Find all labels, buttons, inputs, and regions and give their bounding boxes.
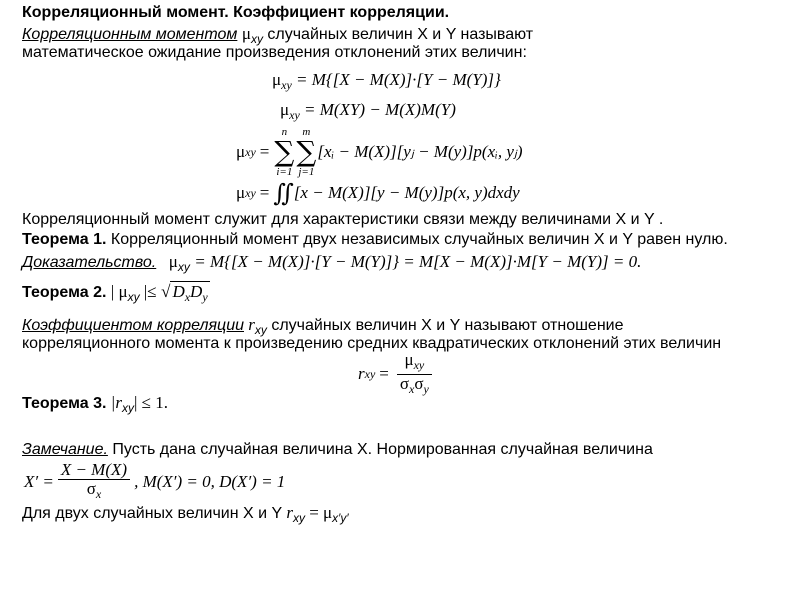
term-correlation-moment: Корреляционным моментом xyxy=(22,26,238,43)
norm-den-sub: x xyxy=(95,487,102,501)
D-y-sub: y xyxy=(202,290,208,304)
formula-moment-continuous xyxy=(236,178,520,208)
theorem-3-open: |r xyxy=(106,393,122,412)
f3-sub: xy xyxy=(245,144,256,159)
remark-text: Пусть дана случайная величина X. Нормированная случайная величина xyxy=(107,441,653,458)
norm-fraction xyxy=(58,461,130,503)
coef-den-sub-x: x xyxy=(409,381,415,396)
last-r-sub: xy xyxy=(292,511,305,525)
definition-correlation-coefficient xyxy=(22,315,624,337)
coef-r: r xyxy=(358,364,365,383)
coef-num-mu: μ xyxy=(404,349,414,369)
remark xyxy=(22,441,653,459)
sum-icon: ∑ xyxy=(274,135,295,168)
last-r: r xyxy=(286,503,293,522)
sum-icon: ∑ xyxy=(296,135,317,168)
r-subscript: xy xyxy=(254,323,267,337)
remark-label: Замечание. xyxy=(22,441,108,458)
last-mu-sub: x′y′ xyxy=(332,511,349,525)
r-symbol: r xyxy=(244,315,255,334)
mu-subscript: xy xyxy=(250,32,263,46)
coef-den-sub-y: y xyxy=(423,381,429,396)
proof-rhs: = M{[X − M(X)]·[Y − M(Y)]} = M[X − M(X)]·M[Y − M(Y)] = 0. xyxy=(194,252,642,271)
norm-rest: , M(X′) = 0, D(X′) = 1 xyxy=(134,472,286,491)
definition-correlation-moment xyxy=(22,24,533,46)
D-y: D xyxy=(190,282,203,301)
formula-moment-discrete xyxy=(236,126,523,178)
sum-j xyxy=(296,126,316,178)
coef-den-sigma-x: σ xyxy=(399,373,410,393)
D-x-sub: x xyxy=(184,290,191,304)
norm-numerator: X − M(X) xyxy=(58,461,130,480)
theorem-2-lhs-sub: xy xyxy=(127,290,140,304)
moment-purpose-text: Корреляционный момент служит для характеристики связи между величинами X и Y . xyxy=(22,211,664,228)
mu-symbol: μ xyxy=(241,24,251,43)
sum-i-upper: n xyxy=(281,126,288,138)
f3-mu: μ xyxy=(236,142,246,161)
formula-normalized xyxy=(24,459,285,505)
proof-mu: μ xyxy=(168,252,178,271)
f3-rhs: [xᵢ − M(X)][yⱼ − M(y)]p(xᵢ, yⱼ) xyxy=(317,142,523,161)
theorem-1 xyxy=(22,231,728,249)
sqrt-icon: √ xyxy=(161,282,171,301)
sum-i xyxy=(274,126,294,178)
theorem-2 xyxy=(22,282,210,305)
coef-den-sigma-y: σ xyxy=(414,373,424,393)
two-variables-line xyxy=(22,503,349,525)
definition-2-line-2: корреляционного момента к произведению средних квадратических отклонений этих величин xyxy=(22,335,722,352)
coef-eq: = xyxy=(379,364,389,383)
coef-fraction xyxy=(397,351,432,398)
proof-label: Доказательство. xyxy=(22,254,157,271)
theorem-3-label: Теорема 3. xyxy=(22,395,107,412)
norm-lhs: X′ = xyxy=(24,472,54,491)
term-correlation-coefficient: Коэффициентом корреляции xyxy=(22,317,244,334)
sum-j-upper: m xyxy=(302,126,311,138)
definition-line-2: математическое ожидание произведения отклонений этих величин: xyxy=(22,44,527,61)
proof-sub: xy xyxy=(177,260,190,274)
f1-sub: xy xyxy=(281,78,292,92)
theorem-2-lhs-open: | μ xyxy=(110,282,128,301)
f4-sub: xy xyxy=(245,185,256,200)
theorem-2-lhs-close: |≤ xyxy=(139,282,157,301)
sqrt-radicand xyxy=(170,281,209,304)
f2-rhs: = M(XY) − M(X)M(Y) xyxy=(304,100,456,119)
formula-coefficient xyxy=(358,349,436,396)
double-integral-icon: ∬ xyxy=(273,179,294,207)
formula-moment-expectation xyxy=(272,70,501,93)
f3-eq: = xyxy=(259,142,270,161)
f4-mu: μ xyxy=(236,183,246,202)
last-eq: = μ xyxy=(304,503,333,522)
coef-r-sub: xy xyxy=(364,366,376,381)
theorem-3-sub: xy xyxy=(121,401,134,415)
f2-sub: xy xyxy=(289,108,300,122)
sum-i-lower: i=1 xyxy=(276,166,293,178)
f1-mu: μ xyxy=(272,70,282,89)
norm-denominator xyxy=(58,480,130,503)
theorem-2-label: Теорема 2. xyxy=(22,284,107,301)
f4-eq: = xyxy=(259,183,270,202)
sum-j-lower: j=1 xyxy=(298,166,315,178)
f2-mu: μ xyxy=(280,100,290,119)
coef-num-sub: xy xyxy=(413,357,425,372)
theorem-1-label: Теорема 1. xyxy=(22,231,107,248)
D-x: D xyxy=(172,282,185,301)
two-variables-text: Для двух случайных величин X и Y xyxy=(22,505,287,522)
theorem-1-text: Корреляционный момент двух независимых случайных величин X и Y равен нулю. xyxy=(106,231,728,248)
norm-den-sigma: σ xyxy=(86,479,96,498)
coef-denominator xyxy=(397,375,432,398)
theorem-3 xyxy=(22,393,168,415)
formula-moment-difference xyxy=(280,100,456,123)
coef-numerator xyxy=(397,351,432,375)
proof xyxy=(22,252,641,274)
f4-rhs: [x − M(X)][y − M(y)]p(x, y)dxdy xyxy=(293,183,520,202)
page-title: Корреляционный момент. Коэффициент корреляции. xyxy=(22,4,450,21)
definition-rest: случайных величин X и Y называют xyxy=(262,26,534,43)
f1-rhs: = M{[X − M(X)]·[Y − M(Y)]} xyxy=(296,70,501,89)
theorem-3-close: | ≤ 1. xyxy=(133,393,168,412)
definition-2-rest: случайных величин X и Y называют отношение xyxy=(266,317,624,334)
